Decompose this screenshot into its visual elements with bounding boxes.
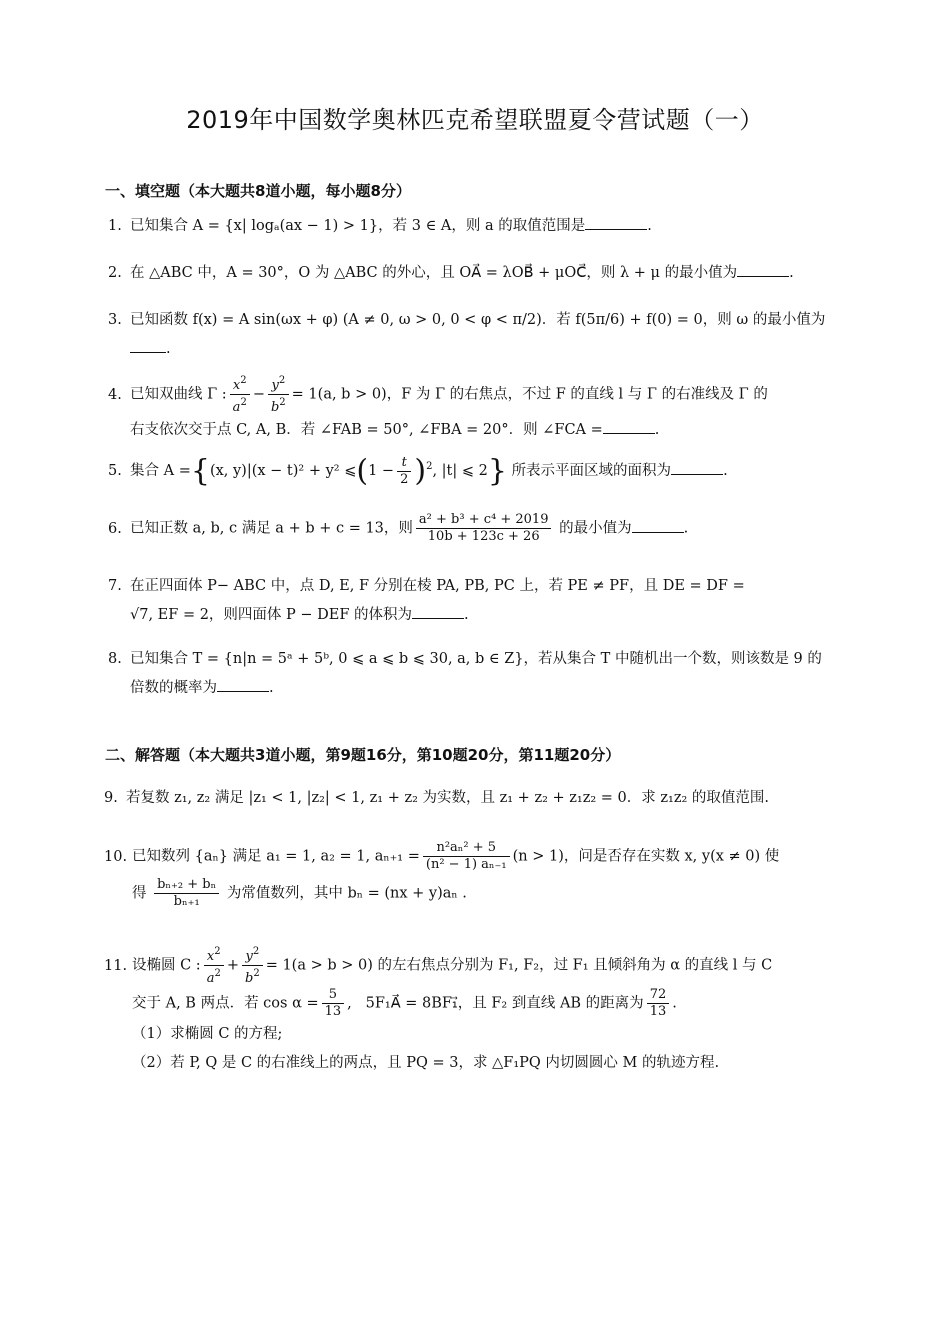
fraction: $\frac{5}{13}$: [322, 987, 345, 1020]
question-7: 7. 在正四面体 P− ABC 中，点 D, E, F 分别在棱 PA, PB, PC 上，若 PE ≠ PF，且 DE = DF = √7, EF = 2，则四面体 P − DEF 的体积为 .: [108, 578, 745, 623]
question-2: 2. 在 △ABC 中，A = 30°，O 为 △ABC 的外心，且 OA⃗ = λOB⃗ + μOC⃗，则 λ + μ 的最小值为 .: [108, 259, 860, 288]
fraction: $\frac{72}{13}$: [647, 987, 670, 1020]
fraction: $\frac{\text{bₙ₊₂ + bₙ}}{\text{bₙ₊₁}}$: [154, 877, 219, 910]
question-5: 5. 集合 A ={(x, y)|(x − t)² + y² ⩽(1 − $\frac{t}{2}$ )$^2$, |t| ⩽ 2} 所表示平面区域的面积为 .: [108, 453, 728, 489]
answer-blank: [737, 262, 789, 277]
answer-blank: [585, 215, 647, 230]
question-8: 8. 已知集合 T = {n|n = 5ᵃ + 5ᵇ, 0 ⩽ a ⩽ b ⩽ 30, a, b ∈ Z}，若从集合 T 中随机出一个数，则该数是 9 的 倍数的概率为 .: [108, 651, 822, 696]
answer-blank: [603, 419, 655, 434]
question-9: 9. 若复数 z₁, z₂ 满足 |z₁ < 1, |z₂| < 1, z₁ + z₂ 为实数，且 z₁ + z₂ + z₁z₂ = 0．求 z₁z₂ 的取值范围.: [104, 790, 769, 806]
question-11: 11. 设椭圆 C : $\frac{x^2}{a^2}$ + $\frac{y^2}{b^2}$ = 1(a > b > 0) 的左右焦点分别为 F₁, F₂，过 F₁ 且倾斜角为 α 的直线 l 与 C 交于 A, B 两点．若 cos α = $\frac{5}{13}$ , 5F₁A⃗ = 8BF₁⃗，且 F₂ 到直线 AB 的距离为 $\frac{72}{13}$ . （1）求椭圆 C 的方程; （2）若 P, Q 是 C 的右准线上的两点，且 PQ = 3，求 △F₁PQ 内切圆圆心 M 的轨迹方程.: [104, 944, 860, 1078]
sub-question-2: （2）若 P, Q 是 C 的右准线上的两点，且 PQ = 3，求 △F₁PQ 内切圆圆心 M 的轨迹方程.: [132, 1055, 720, 1071]
sub-question-1: （1）求椭圆 C 的方程;: [132, 1026, 283, 1042]
answer-blank: [412, 604, 464, 619]
fraction: $\frac{\text{a² + b³ + c⁴ + 2019}}{10b + 123c + 26}$: [416, 512, 552, 545]
question-3: 3. 已知函数 f(x) = A sin(ωx + φ) (A ≠ 0, ω > 0, 0 < φ < π/2)．若 f(5π/6) + f(0) = 0，则 ω 的最小值为 .: [108, 312, 826, 357]
answer-blank: [632, 518, 684, 533]
question-10: 10. 已知数列 {aₙ} 满足 a₁ = 1, a₂ = 1, aₙ₊₁ = $\frac{\text{n²aₙ² + 5}}{\text{(n² − 1) aₙ₋₁}}$ (n > 1)，问是否存在实数 x, y(x ≠ 0) 使 得 $\frac{\text{bₙ₊₂ + bₙ}}{\text{bₙ₊₁}}$ 为常值数列，其中 bₙ = (nx + y)aₙ .: [104, 840, 780, 909]
fraction: $\frac{x^2}{a^2}$: [230, 373, 250, 416]
answer-blank: [130, 338, 166, 353]
section-problems: 二、解答题（本大题共3道小题，第9题16分，第10题20分，第11题20分）: [105, 746, 621, 764]
question-4: 4. 已知双曲线 Γ : $\frac{x^2}{a^2}$ − $\frac{y^2}{b^2}$ = 1(a, b > 0)，F 为 Γ 的右焦点，不过 F 的直线 l 与 Γ 的右准线及 Γ 的 右支依次交于点 C, A, B．若 ∠FAB = 50°, ∠FBA = 20°．则 ∠FCA = .: [108, 375, 768, 438]
question-1: 1. 已知集合 A = {x| logₐ(ax − 1) > 1}，若 3 ∈ A，则 a 的取值范围是 .: [108, 212, 860, 241]
answer-blank: [671, 460, 723, 475]
answer-blank: [217, 677, 269, 692]
fraction: $\frac{y^2}{b^2}$: [268, 373, 289, 416]
question-6: 6. 已知正数 a, b, c 满足 a + b + c = 13，则 $\frac{\text{a² + b³ + c⁴ + 2019}}{10b + 123c + 26}$ 的最小值为 .: [108, 512, 689, 544]
fraction: $\frac{\text{n²aₙ² + 5}}{\text{(n² − 1) aₙ₋₁}}$: [423, 840, 510, 873]
fraction: $\frac{y^2}{b^2}$: [242, 944, 263, 987]
section-fill-in: 一、填空题（本大题共8道小题，每小题8分）: [105, 182, 411, 200]
fraction: $\frac{t}{2}$: [397, 455, 411, 488]
page-title: 2019年中国数学奥林匹克希望联盟夏令营试题（一）: [186, 106, 764, 134]
fraction: $\frac{x^2}{a^2}$: [204, 944, 224, 987]
